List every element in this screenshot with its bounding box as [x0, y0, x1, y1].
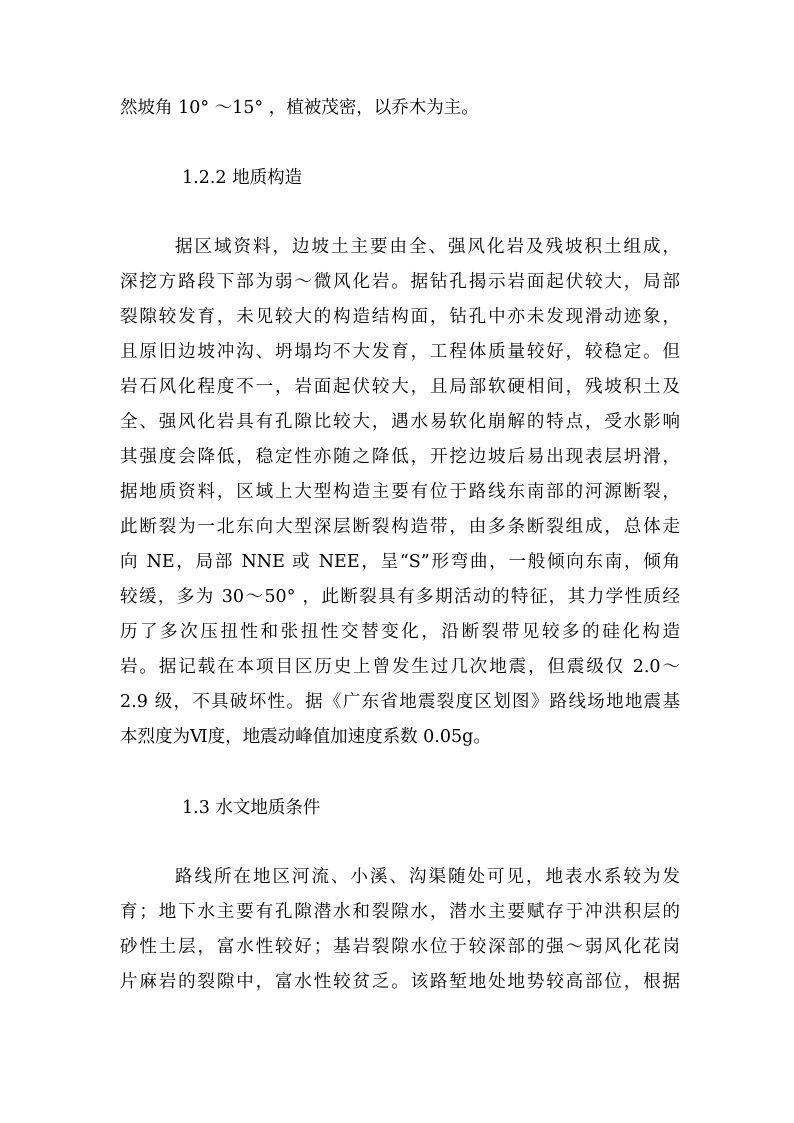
paragraph-line: 砂性土层，富水性较好；基岩裂隙水位于较深部的强～弱风化花岗 [120, 937, 680, 957]
paragraph-line: 片麻岩的裂隙中，富水性较贫乏。该路堑地处地势较高部位，根据 [120, 972, 680, 992]
section-heading-geological-structure: 1.2.2 地质构造 [182, 168, 303, 188]
paragraph-line: 且原旧边坡冲沟、坍塌均不大发育，工程体质量较好，较稳定。但 [120, 342, 680, 362]
paragraph-line: 向 NE，局部 NNE 或 NEE，呈“S”形弯曲，一般倾向东南，倾角 [120, 552, 680, 572]
paragraph-line: 裂隙较发育，未见较大的构造结构面，钻孔中亦未发现滑动迹象， [120, 307, 680, 327]
paragraph-line: 其强度会降低，稳定性亦随之降低，开挖边坡后易出现表层坍滑， [120, 447, 680, 467]
paragraph-line: 岩。据记载在本项目区历史上曾发生过几次地震，但震级仅 2.0～ [120, 657, 680, 677]
paragraph-line: 2.9 级，不具破坏性。据《广东省地震裂度区划图》路线场地地震基 [120, 692, 680, 712]
paragraph-line: 历了多次压扭性和张扭性交替变化，沿断裂带见较多的硅化构造 [120, 622, 680, 642]
paragraph-line: 育；地下水主要有孔隙潜水和裂隙水，潜水主要赋存于冲洪积层的 [120, 902, 680, 922]
section-heading-hydrogeology: 1.3 水文地质条件 [182, 798, 321, 818]
paragraph-line: 路线所在地区河流、小溪、沟渠随处可见，地表水系较为发 [175, 867, 680, 887]
paragraph-line: 岩石风化程度不一，岩面起伏较大，且局部软硬相间，残坡积土及 [120, 377, 680, 397]
paragraph-line: 据地质资料，区域上大型构造主要有位于路线东南部的河源断裂， [120, 482, 680, 502]
paragraph-line: 本烈度为Ⅵ度，地震动峰值加速度系数 0.05g。 [120, 727, 491, 747]
intro-paragraph-line: 然坡角 10° ～15° ，植被茂密，以乔木为主。 [120, 98, 479, 118]
paragraph-line: 深挖方路段下部为弱～微风化岩。据钻孔揭示岩面起伏较大，局部 [120, 272, 680, 292]
paragraph-line: 全、强风化岩具有孔隙比较大，遇水易软化崩解的特点，受水影响 [120, 412, 680, 432]
paragraph-line: 较缓，多为 30～50° ，此断裂具有多期活动的特征，其力学性质经 [120, 587, 680, 607]
paragraph-line: 据区域资料，边坡土主要由全、强风化岩及残坡积土组成， [175, 237, 680, 257]
paragraph-line: 此断裂为一北东向大型深层断裂构造带，由多条断裂组成，总体走 [120, 517, 680, 537]
